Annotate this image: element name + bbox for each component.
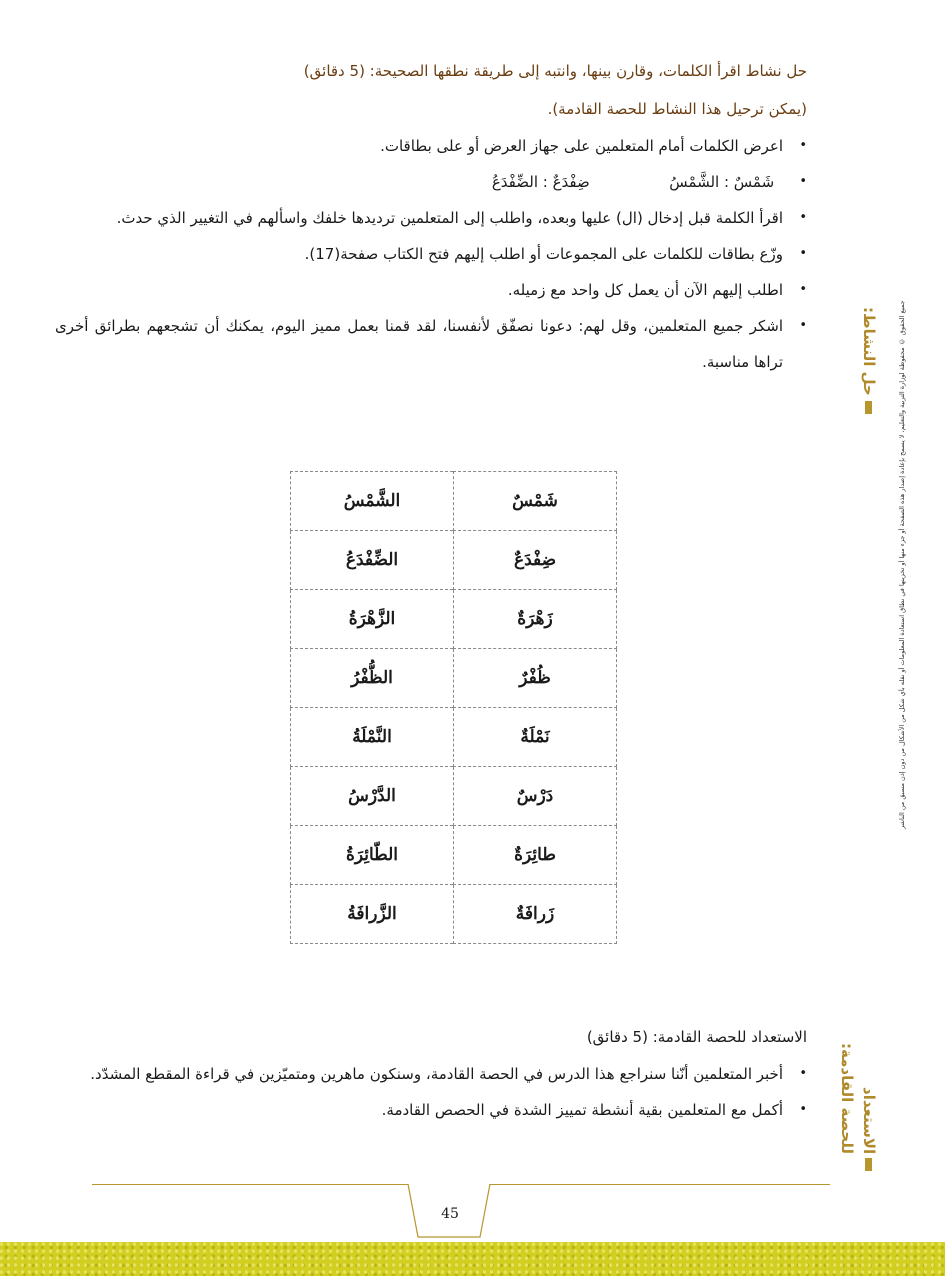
table-row	[291, 531, 617, 590]
word-with-al-cell: الطّائِرَةُ	[291, 826, 454, 885]
word-with-al-cell: الدَّرْسُ	[291, 767, 454, 826]
words-table	[290, 471, 617, 944]
table-row	[291, 708, 617, 767]
activity-bullet: • وزّع بطاقات للكلمات على المجموعات أو اطلب إليهم فتح الكتاب صفحة(17).	[55, 236, 807, 272]
activity-bullet: • اطلب إليهم الآن أن يعمل كل واحد مع زميله.	[55, 272, 807, 308]
activity-bullet: • اعرض الكلمات أمام المتعلمين على جهاز العرض أو على بطاقات.	[55, 128, 807, 164]
example-left: شَمْسٌ : الشَّمْسُ	[669, 173, 775, 191]
word-with-al-cell: الشَّمْسُ	[291, 472, 454, 531]
table-row	[291, 472, 617, 531]
activity-marker	[865, 401, 872, 414]
word-cell: زَهْرَةٌ	[454, 590, 617, 649]
footer-rule-right	[490, 1184, 830, 1185]
table-row	[291, 649, 617, 708]
word-cell: طائِرَةٌ	[454, 826, 617, 885]
table-row	[291, 767, 617, 826]
prep-side-label-2: للحصة القادمة:	[838, 1043, 856, 1154]
prep-marker	[865, 1158, 872, 1171]
table-row	[291, 590, 617, 649]
preparation-section	[55, 1018, 807, 1128]
word-cell: شَمْسٌ	[454, 472, 617, 531]
word-with-al-cell: الزَّرافَةُ	[291, 885, 454, 944]
word-with-al-cell: الظُّفْرُ	[291, 649, 454, 708]
preparation-heading: الاستعداد للحصة القادمة: (5 دقائق)	[586, 1028, 807, 1046]
footer-rule-left	[92, 1184, 408, 1185]
word-cell: زَرافَةٌ	[454, 885, 617, 944]
word-with-al-cell: الزَّهْرَةُ	[291, 590, 454, 649]
footer-band	[0, 1242, 945, 1276]
word-cell: نَمْلَةٌ	[454, 708, 617, 767]
activity-heading: حل نشاط اقرأ الكلمات، وقارن بينها، وانتبه إلى طريقة نطقها الصحيحة: (5 دقائق)	[303, 62, 807, 80]
word-with-al-cell: الضِّفْدَعُ	[291, 531, 454, 590]
activity-note: (يمكن ترحيل هذا النشاط للحصة القادمة).	[547, 100, 807, 118]
preparation-bullet: • أخبر المتعلمين أنّنا سنراجع هذا الدرس في الحصة القادمة، وسنكون ماهرين ومتميّزين في قراءة المقطع المشدّد.	[55, 1056, 807, 1092]
word-cell: دَرْسٌ	[454, 767, 617, 826]
example-right: ضِفْدَعٌ : الضِّفْدَعُ	[491, 173, 590, 191]
preparation-bullet: • أكمل مع المتعلمين بقية أنشطة تمييز الشدة في الحصص القادمة.	[55, 1092, 807, 1128]
activity-section	[55, 52, 807, 380]
copyright-notice: جميع الحقوق © محفوظة لوزارة التربية والتعليم، لا يسمح بإعادة إصدار هذه الصفحة أو جزء منها أو تخزينها في نطاق استعادة المعلومات أو نقله بأي شكل من الأشكال من دون إذن مسبق من الناشر	[898, 300, 906, 829]
activity-bullet: • اقرأ الكلمة قبل إدخال (ال) عليها وبعده، واطلب إلى المتعلمين ترديدها خلفك واسألهم في التغيير الذي حدث.	[55, 200, 807, 236]
activity-bullet: • اشكر جميع المتعلمين، وقل لهم: دعونا نصفّق لأنفسنا، لقد قمنا بعمل مميز اليوم، يمكنك أن تشجعهم بطرائق أخرى تراها مناسبة.	[55, 308, 807, 380]
word-with-al-cell: النَّمْلَةُ	[291, 708, 454, 767]
example-bullet	[55, 164, 807, 200]
table-row	[291, 885, 617, 944]
word-cell: ظُفْرٌ	[454, 649, 617, 708]
page-number: 45	[441, 1206, 459, 1222]
table-row	[291, 826, 617, 885]
word-cell: ضِفْدَعٌ	[454, 531, 617, 590]
prep-side-label-1: الاستعداد	[860, 1086, 878, 1154]
activity-side-label: حل النشاط:	[860, 307, 878, 396]
